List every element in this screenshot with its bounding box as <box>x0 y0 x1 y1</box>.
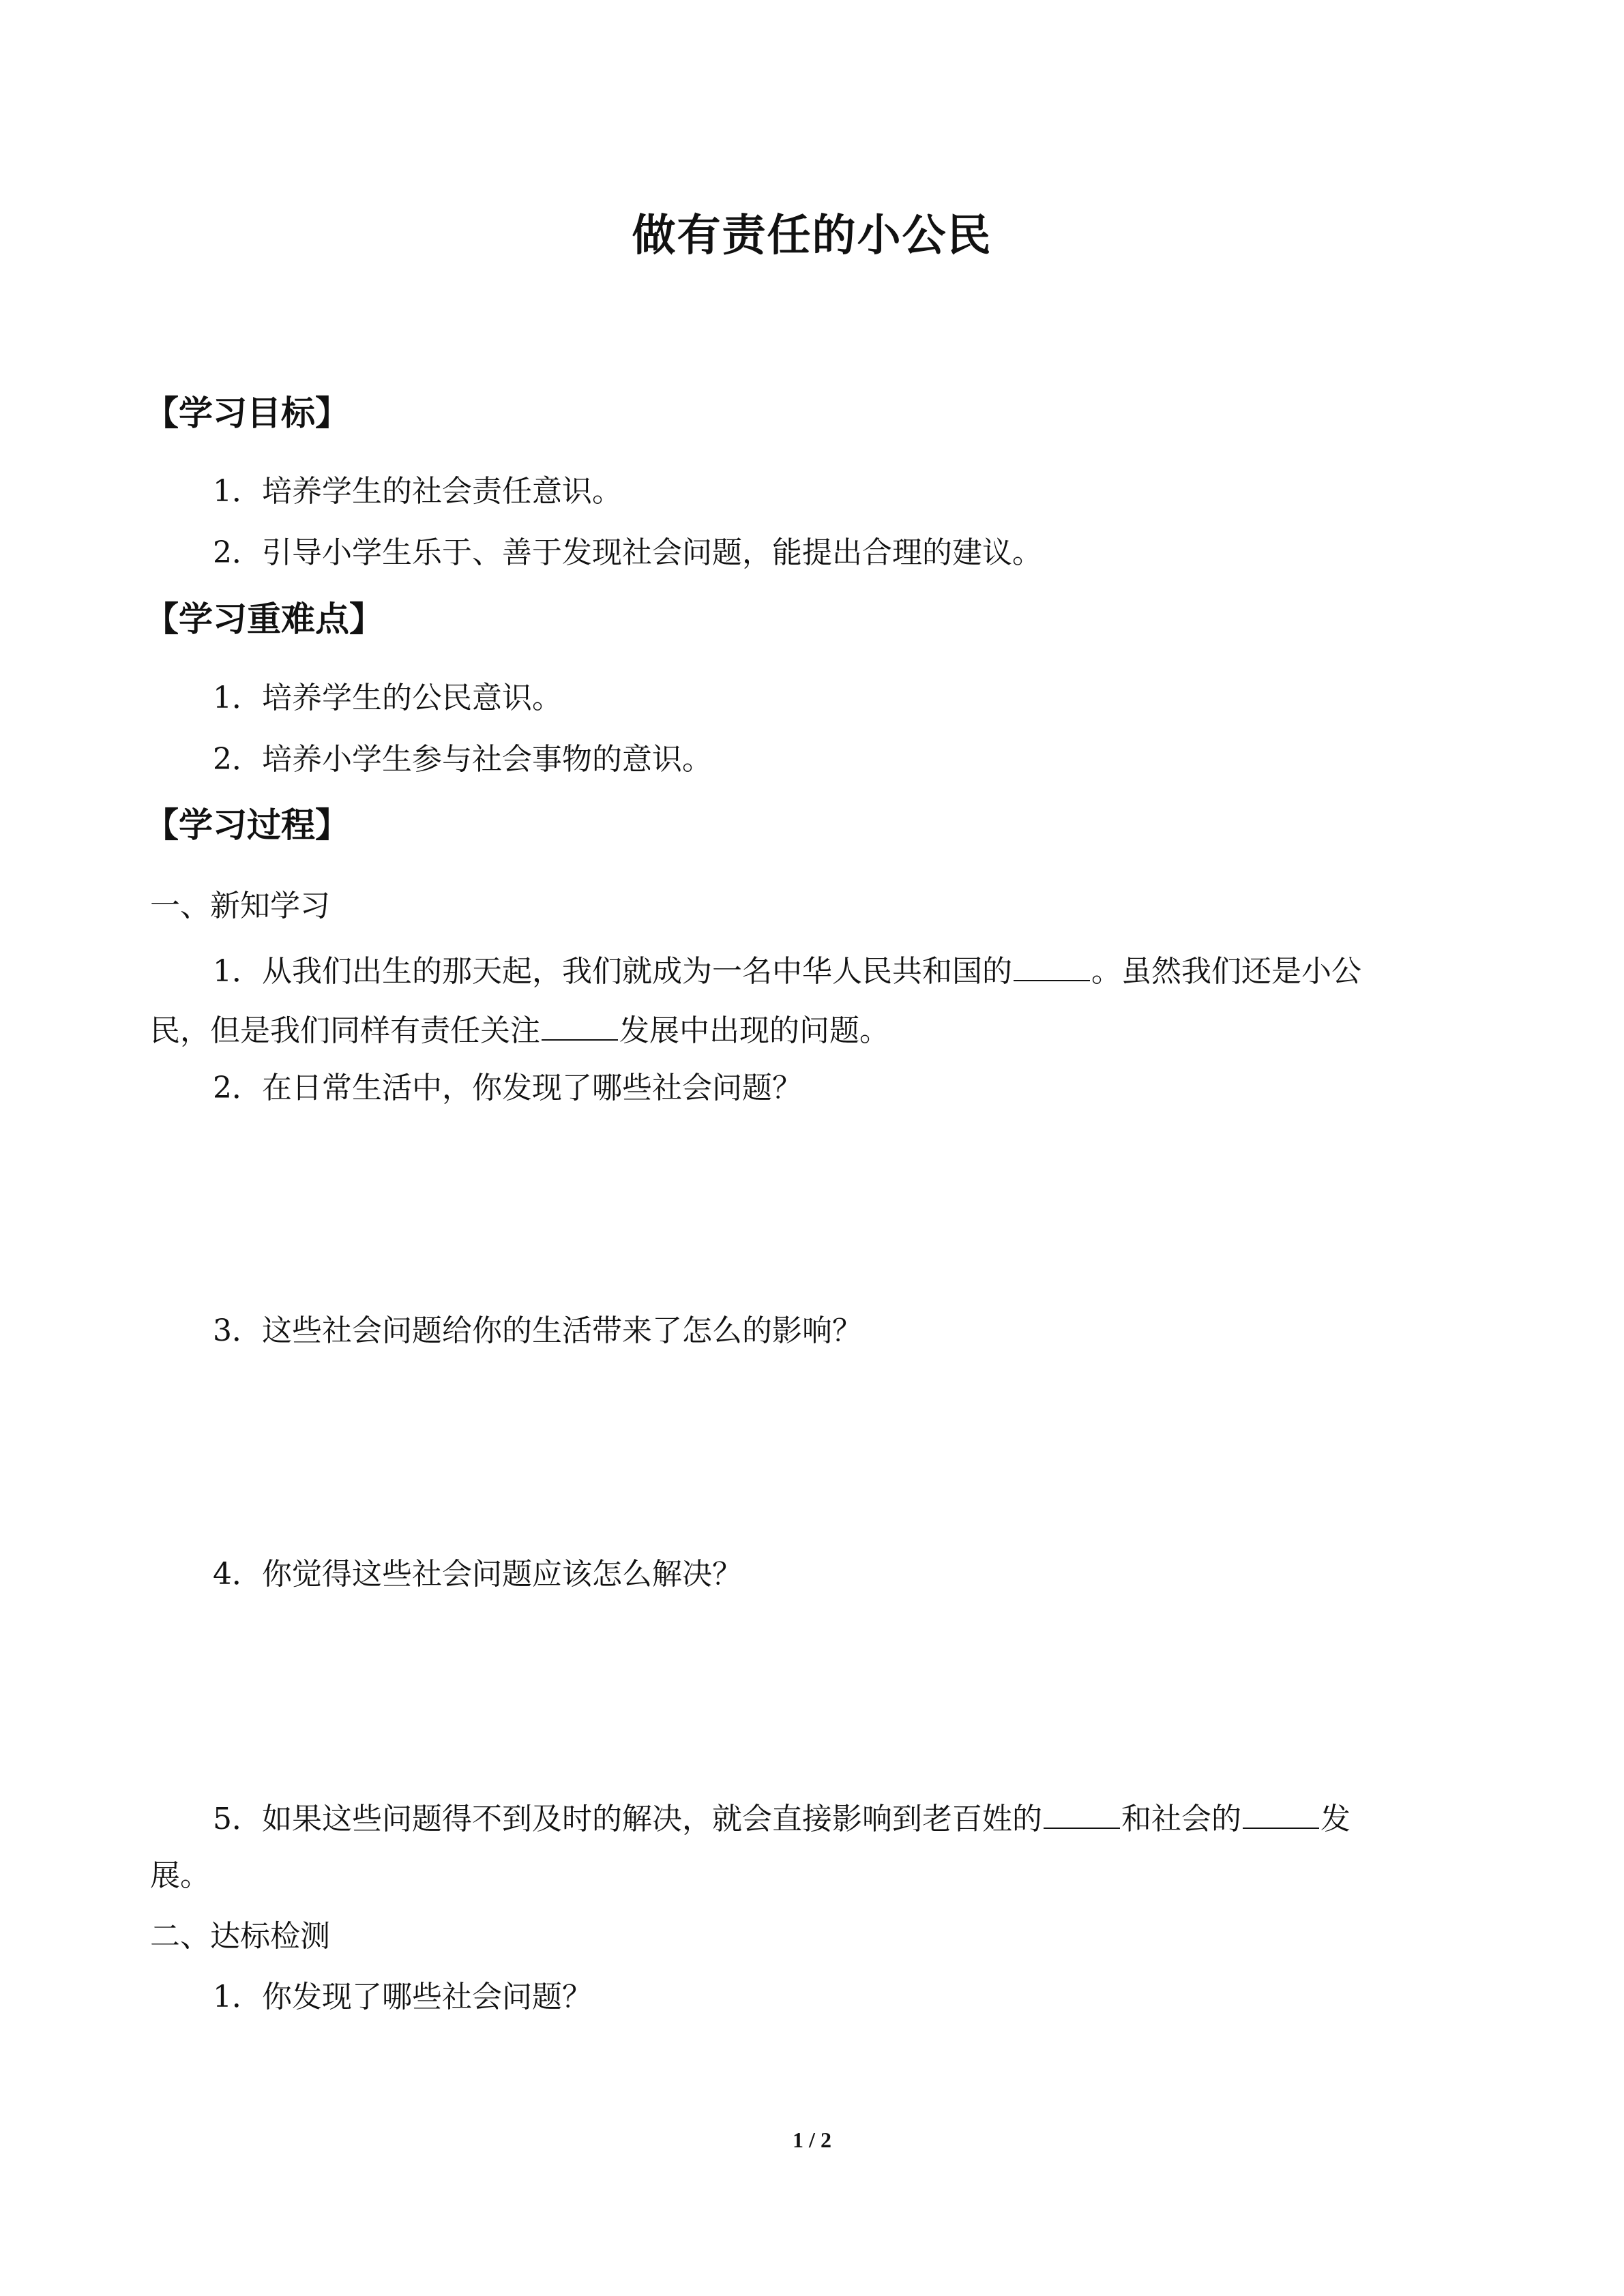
question-1-text-a: 1．从我们出生的那天起，我们就成为一名中华人民共和国的 <box>213 954 1012 989</box>
question-5-text-c: 发 <box>1320 1802 1350 1836</box>
check-question-1: 1．你发现了哪些社会问题？ <box>213 1980 592 2014</box>
key-points-heading: 【学习重难点】 <box>145 599 383 639</box>
goal-item-1: 1．培养学生的社会责任意识。 <box>213 474 622 509</box>
question-5-text-b: 和社会的 <box>1121 1802 1241 1836</box>
answer-blank[interactable] <box>1044 1798 1120 1829</box>
part1-title: 一、新知学习 <box>150 889 330 923</box>
answer-blank[interactable] <box>542 1009 618 1041</box>
question-1-line-1 <box>213 950 1361 991</box>
question-2: 2．在日常生活中，你发现了哪些社会问题？ <box>213 1071 802 1105</box>
key-point-item-2: 2．培养小学生参与社会事物的意识。 <box>213 742 712 777</box>
key-point-item-1: 1．培养学生的公民意识。 <box>213 681 562 715</box>
question-3: 3．这些社会问题给你的生活带来了怎么的影响？ <box>213 1313 862 1348</box>
answer-blank[interactable] <box>1243 1798 1319 1829</box>
page-number: 1 / 2 <box>793 2128 831 2152</box>
question-5-text-a: 5．如果这些问题得不到及时的解决，就会直接影响到老百姓的 <box>213 1802 1042 1836</box>
answer-blank[interactable] <box>1014 950 1090 981</box>
question-5-line-1 <box>213 1798 1350 1838</box>
page-title: 做有责任的小公民 <box>632 211 992 261</box>
process-heading: 【学习过程】 <box>145 805 349 845</box>
goals-heading: 【学习目标】 <box>145 393 349 433</box>
question-4: 4．你觉得这些社会问题应该怎么解决？ <box>213 1557 742 1592</box>
question-1-line-2 <box>150 1009 889 1050</box>
goal-item-2: 2．引导小学生乐于、善于发现社会问题，能提出合理的建议。 <box>213 535 1042 570</box>
question-1-text-b: 。虽然我们还是小公 <box>1091 954 1361 989</box>
part2-title: 二、达标检测 <box>150 1919 330 1954</box>
question-1-text-c: 民，但是我们同样有责任关注 <box>150 1013 540 1048</box>
question-5-line-2: 展。 <box>150 1858 210 1893</box>
question-1-text-d: 发展中出现的问题。 <box>619 1013 889 1048</box>
